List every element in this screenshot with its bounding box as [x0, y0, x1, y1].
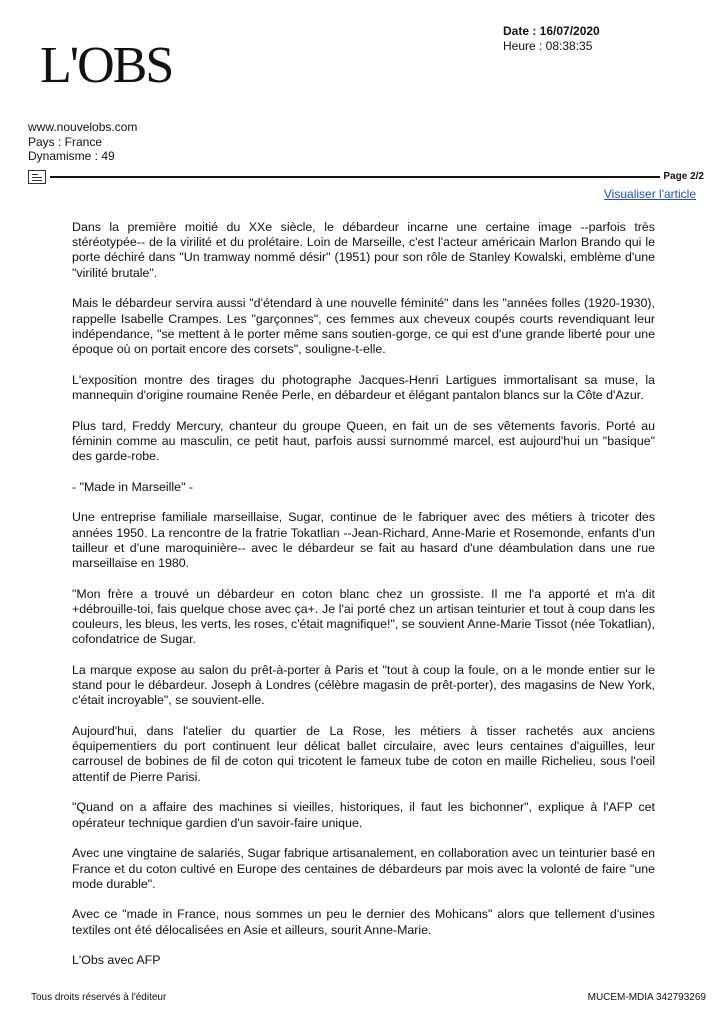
article-paragraph: La marque expose au salon du prêt-à-porter à Paris et "tout à coup la foule, on a le monde entier sur le stand pour le débardeur. Joseph à Londres (célèbre magasin de prêt-porter), des magasins de New York, c'était incroyable", se souvient-elle.: [72, 662, 655, 708]
article-subheading: - "Made in Marseille" -: [72, 479, 194, 494]
article-paragraph: Avec ce "made in France, nous sommes un peu le dernier des Mohicans" alors que tellement d'usines textiles ont été délocalisées en Asie et ailleurs, sourit Anne-Marie.: [72, 907, 655, 937]
source-meta: [28, 120, 137, 164]
publication-time: Heure : 08:38:35: [503, 39, 593, 53]
article-paragraph: L'exposition montre des tirages du photographe Jacques-Henri Lartigues immortalisant sa muse, la mannequin d'origine roumaine Renée Perle, en débardeur et élégant pantalon blancs sur la Côte d'Azur.: [72, 372, 655, 402]
page-number: Page 2/2: [663, 171, 704, 182]
article-body: [72, 220, 655, 984]
article-paragraph: Mais le débardeur servira aussi "d'étendard à une nouvelle féminité" dans les "années folles (1920-1930), rappelle Isabelle Crampes. Les "garçonnes", ces femmes aux cheveux coupés courts revendiquant leur indépendance, "se mettent à le porter même sans soutien-gorge, ce qui est d'une grande liberté pour une époque où on portait encore des corsets", souligne-t-elle.: [72, 296, 655, 356]
article-paragraph: Plus tard, Freddy Mercury, chanteur du groupe Queen, en fait un de ses vêtements favoris. Porté au féminin comme au masculin, ce petit haut, parfois aussi surnommé marcel, est aujourd'hui un "basique" des garde-robe.: [72, 418, 655, 463]
document-icon: [28, 170, 46, 184]
source-dynamism: Dynamisme : 49: [28, 149, 115, 163]
document-reference: MUCEM-MDIA 342793269: [587, 992, 706, 1003]
publication-date: Date : 16/07/2020: [503, 24, 600, 38]
article-paragraph: Dans la première moitié du XXe siècle, le débardeur incarne une certaine image --parfois très stéréotypée-- de la virilité et du prolétaire. Loin de Marseille, c'est l'acteur américain Marlon Brando qui le porte déchiré dans "Un tramway nommé désir" (1951) pour son rôle de Stanley Kowalski, emblème d'une "virilité brutale".: [72, 220, 655, 280]
source-website: www.nouvelobs.com: [28, 120, 138, 134]
divider-rule: [50, 176, 660, 178]
header-divider: [28, 170, 704, 184]
publication-logo: L'OBS: [40, 37, 173, 94]
article-paragraph: "Quand on a affaire des machines si vieilles, historiques, il faut les bichonner", explique à l'AFP cet opérateur technique gardien d'un savoir-faire unique.: [72, 800, 655, 830]
article-paragraph: Une entreprise familiale marseillaise, Sugar, continue de le fabriquer avec des métiers à tricoter des années 1950. La rencontre de la fratrie Tokatlian --Jean-Richard, Anne-Marie et Rosemonde, enfants d'un tailleur et d'une maroquinière-- avec le débardeur se fait au hasard d'une déambulation dans une rue marseillaise en 1980.: [72, 510, 655, 570]
source-country: Pays : France: [28, 134, 103, 149]
date-block: [503, 24, 600, 54]
article-signature: L'Obs avec AFP: [72, 953, 161, 968]
view-article-link[interactable]: Visualiser l'article: [603, 187, 696, 201]
article-paragraph: Aujourd'hui, dans l'atelier du quartier de La Rose, les métiers à tisser rachetés aux anciens équipementiers du port continuent leur délicat ballet circulaire, avec leurs centaines d'aiguilles, leur carrousel de bobines de fil de coton qui tricotent le fameux tube de coton en maille Richelieu, sous l'oeil attentif de Pierre Parisi.: [72, 724, 655, 784]
copyright-notice: Tous droits réservés à l'éditeur: [31, 992, 167, 1003]
article-paragraph: Avec une vingtaine de salariés, Sugar fabrique artisanalement, en collaboration avec un teinturier basé en France et du coton cultivé en Europe des centaines de débardeurs par mois avec la volonté de faire "une mode durable".: [72, 846, 655, 891]
article-paragraph: "Mon frère a trouvé un débardeur en coton blanc chez un grossiste. Il me l'a apporté et m'a dit +débrouille-toi, fais quelque chose avec ça+. Je l'ai porté chez un artisan teinturier et tout à coup dans les couleurs, les bleus, les verts, les roses, c'était magnifique!", se souvient Anne-Marie Tissot (née Tokatlian), cofondatrice de Sugar.: [72, 586, 655, 647]
